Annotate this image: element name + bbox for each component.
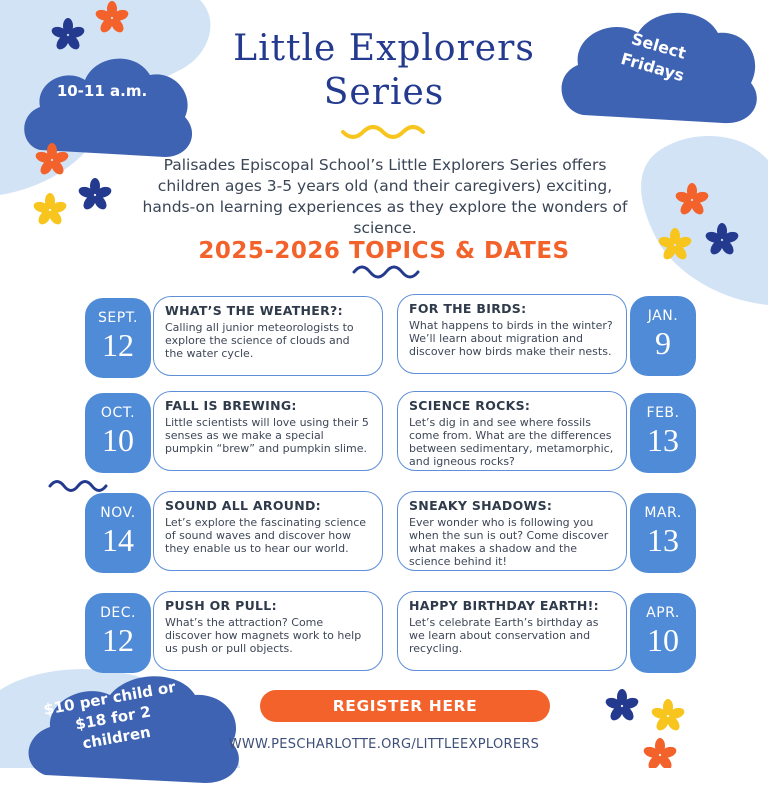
topic-card [153, 591, 383, 671]
date-month: OCT. [100, 405, 136, 421]
topic-title: SOUND ALL AROUND: [165, 498, 321, 513]
topic-card [153, 491, 383, 571]
date-badge-mar [630, 493, 696, 573]
page-title: Little Explorers [233, 28, 535, 69]
topic-description: Ever wonder who is following you when the sun is out? Come discover what makes a shadow and the science behind it! [409, 516, 609, 568]
topic-title: PUSH OR PULL: [165, 598, 277, 613]
date-badge-feb [630, 393, 696, 473]
topic-description: Calling all junior meteorologists to explore the science of clouds and the water cycle. [165, 321, 354, 360]
topic-title: WHAT’S THE WEATHER?: [165, 303, 343, 318]
topic-description: What happens to birds in the winter? We’ll learn about migration and discover how birds make their nests. [409, 319, 613, 358]
topic-description: Let’s dig in and see where fossils come from. What are the differences between sedimentary, metamorphic, and igneous rocks? [409, 416, 614, 468]
date-month: NOV. [100, 505, 136, 521]
date-day: 13 [647, 422, 679, 458]
date-month: DEC. [100, 605, 136, 621]
topic-title: HAPPY BIRTHDAY EARTH!: [409, 598, 599, 613]
topic-card [397, 591, 627, 671]
squiggle-icon [354, 267, 418, 277]
date-day: 10 [102, 422, 134, 458]
intro-paragraph: Palisades Episcopal School’s Little Explorers Series offers children ages 3-5 years old (and their caregivers) exciting, hands-on learning experiences as they explore the wonders of science. [142, 156, 628, 237]
topic-card [153, 391, 383, 471]
topic-card [153, 296, 383, 376]
date-month: JAN. [647, 308, 679, 324]
date-badge-sept [85, 298, 151, 378]
topic-card [397, 294, 627, 374]
date-badge-dec [85, 593, 151, 673]
topic-title: SCIENCE ROCKS: [409, 398, 531, 413]
page-title-line2: Series [323, 72, 445, 113]
topics-heading: 2025-2026 TOPICS & DATES [198, 238, 570, 264]
date-day: 12 [102, 622, 134, 658]
date-badge-nov [85, 493, 151, 573]
date-badge-oct [85, 393, 151, 473]
date-day: 12 [102, 327, 134, 363]
topic-description: Let’s explore the fascinating science of sound waves and discover how they enable us to hear our world. [165, 516, 367, 555]
date-month: APR. [646, 605, 680, 621]
date-day: 14 [102, 522, 134, 558]
topic-title: SNEAKY SHADOWS: [409, 498, 553, 513]
date-badge-jan [630, 296, 696, 376]
topic-description: Let’s celebrate Earth’s birthday as we learn about conservation and recycling. [409, 616, 599, 655]
register-button[interactable]: REGISTER HERE [260, 690, 550, 722]
date-badge-apr [630, 593, 696, 673]
date-day: 10 [647, 622, 679, 658]
squiggle-icon [50, 482, 106, 491]
topic-title: FALL IS BREWING: [165, 398, 297, 413]
topic-description: What’s the attraction? Come discover how magnets work to help us push or pull objects. [165, 616, 362, 655]
date-day: 13 [647, 522, 679, 558]
price-badge: $10 per child or $18 for 2 children [42, 677, 177, 753]
date-day: 9 [655, 325, 671, 361]
topic-card [397, 491, 627, 571]
topic-description: Little scientists will love using their 5 senses as we make a special pumpkin “brew” and pumpkin slime. [165, 416, 369, 455]
date-month: SEPT. [97, 310, 138, 326]
date-month: MAR. [644, 505, 682, 521]
website-link[interactable]: WWW.PESCHARLOTTE.ORG/LITTLEEXPLORERS [228, 737, 540, 752]
topic-card [397, 391, 627, 471]
topic-title: FOR THE BIRDS: [409, 301, 527, 316]
day-badge: Select Fridays [618, 29, 689, 86]
squiggle-icon [343, 127, 423, 137]
time-badge: 10-11 a.m. [56, 82, 148, 100]
date-month: FEB. [646, 405, 680, 421]
